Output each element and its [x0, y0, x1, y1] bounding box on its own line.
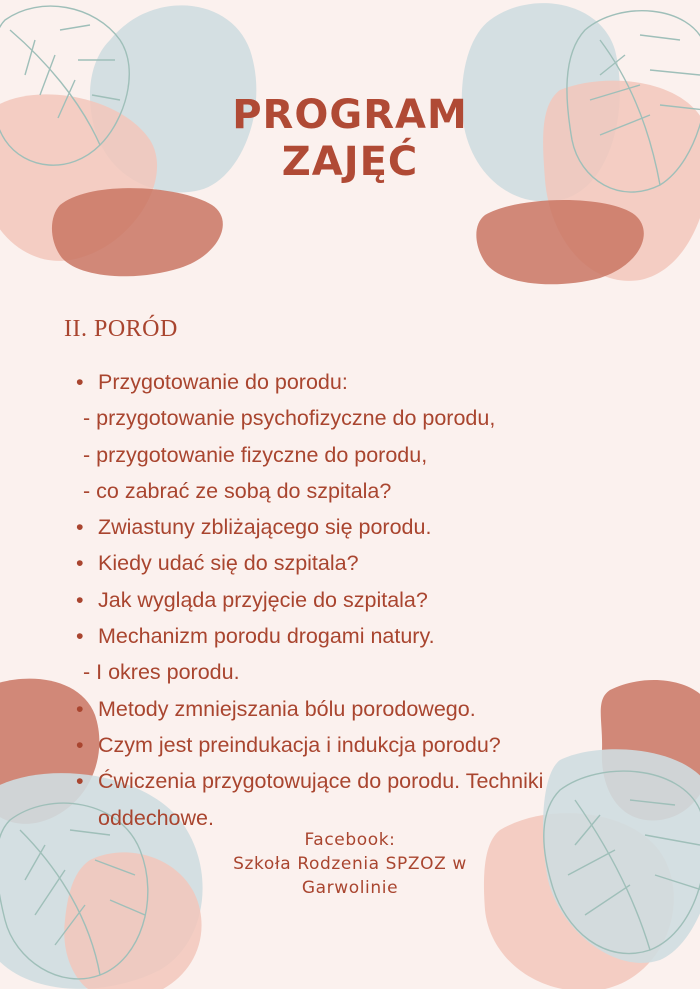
- list-item: - przygotowanie psychofizyczne do porodu,: [83, 406, 496, 431]
- program-list: [76, 364, 676, 836]
- section-heading: II. PORÓD: [64, 316, 178, 342]
- list-item: • Metody zmniejszania bólu porodowego.: [76, 691, 676, 727]
- footer-facebook-label: Facebook:: [304, 830, 396, 850]
- list-item: • Czym jest preindukacja i indukcja porodu?: [76, 727, 676, 763]
- page-title-line1: PROGRAM: [232, 92, 468, 138]
- list-item: • Zwiastuny zbliżającego się porodu.: [76, 509, 676, 545]
- list-item: • Ćwiczenia przygotowujące do porodu. Techniki: [76, 763, 676, 799]
- list-item: - przygotowanie fizyczne do porodu,: [83, 442, 428, 467]
- footer-school-name: Szkoła Rodzenia SPZOZ w: [233, 854, 467, 874]
- list-item: - I okres porodu.: [83, 660, 240, 685]
- rust-blob: [52, 188, 223, 276]
- footer-town: Garwolinie: [301, 878, 399, 898]
- page-title-line2: ZAJĘĆ: [281, 139, 419, 185]
- list-item: • Przygotowanie do porodu:: [76, 364, 676, 400]
- list-item: • Kiedy udać się do szpitala?: [76, 545, 676, 581]
- list-item: - co zabrać ze sobą do szpitala?: [83, 478, 392, 503]
- list-item: • Jak wygląda przyjęcie do szpitala?: [76, 582, 676, 618]
- list-item: • Mechanizm porodu drogami natury.: [76, 618, 676, 654]
- list-item: oddechowe.: [98, 805, 214, 830]
